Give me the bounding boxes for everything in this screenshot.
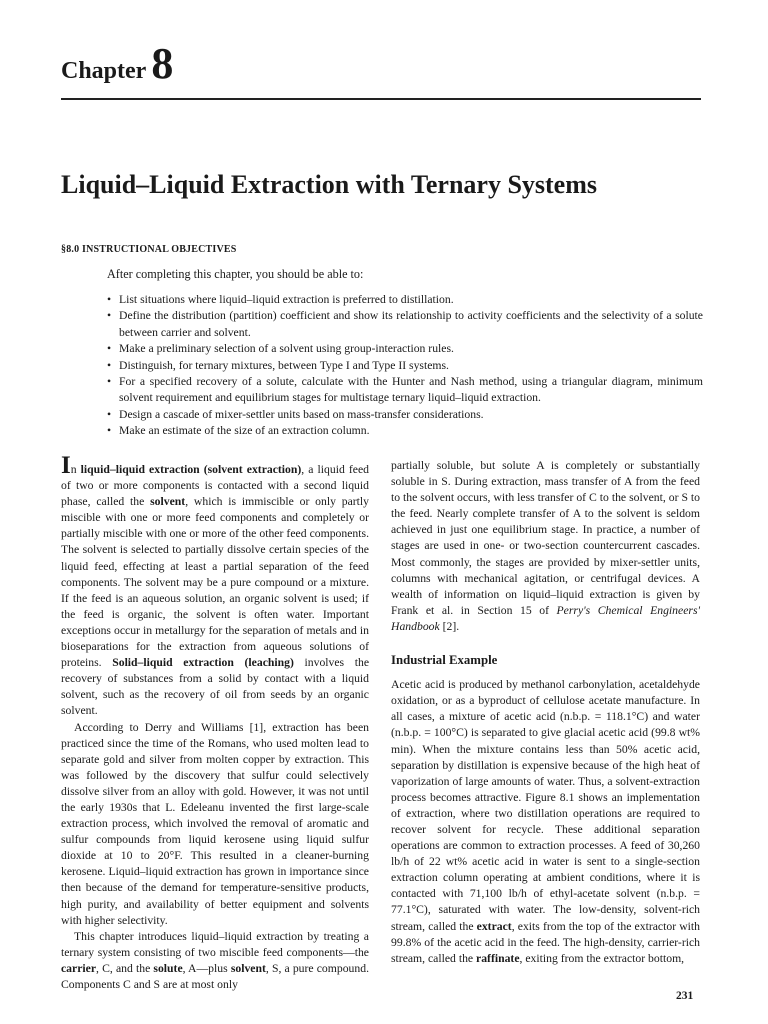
- objective-item: [107, 292, 703, 308]
- objective-item: [107, 308, 703, 341]
- chapter-heading: [61, 38, 173, 89]
- left-column: [61, 452, 370, 993]
- paragraph-continued: [391, 458, 700, 635]
- text-run: partially soluble, but solute A is completely or substantially soluble in S. During extraction, mass transfer of A from the feed to the solvent occurs, with less transfer of C to the solvent, or S to the feed. Nearly complete transfer of A to the solvent is seldom achieved in just one equilibrium stage. In practice, a number of stages are used in one- or two-section countercurrent cascades. Most commonly, the stages are provided by mixer-settler units, columns with mechanical agitation, or centrifugal devices. A wealth of information on liquid–liquid extraction is given by Frank et al. in Section 15 of: [391, 459, 700, 617]
- text-run: , exits from the top of the extractor with 99.8% of the acetic acid in the feed. The high-density, carrier-rich stream, called the: [391, 919, 700, 965]
- text-run: , A—plus: [182, 961, 231, 975]
- objective-item: [107, 341, 703, 357]
- bullet-icon: •: [107, 293, 112, 306]
- text-run: Acetic acid is produced by methanol carbonylation, acetaldehyde oxidation, or as a byproduct of cellulose acetate manufacture. In all cases, a mixture of acetic acid (n.b.p. = 118.1°C) and water (n.b.p. = 100°C) is separated to give glacial acetic acid (99.8 wt% min). When the mixture contains less than 50% acetic acid, separation by distillation is expensive because of the high heat of vaporization of large amounts of water. Thus, a solvent-extraction process becomes attractive. Figure 8.1 shows an implementation of extraction, where two distillation operations are required to recover solvent for recycle. These additional separation operations are common to extraction processes. A feed of 30,260 lb/h of 22 wt% acetic acid in water is sent to a single-section extraction column operating at ambient conditions, where it is contacted with 71,100 lb/h of ethyl-acetate solvent (n.b.p. = 77.1°C), saturated with water. The low-density, solvent-rich stream, called the: [391, 678, 700, 933]
- chapter-rule: [61, 98, 701, 100]
- objective-text: For a specified recovery of a solute, calculate with the Hunter and Nash method, using a triangular diagram, minimum solvent requirement and equilibrium stages for multistage ternary liquid–liquid extraction.: [119, 375, 703, 405]
- objective-text: Define the distribution (partition) coefficient and show its relationship to activity coefficients and the selectivity of a solute between carrier and solvent.: [119, 309, 703, 339]
- paragraph-history: According to Derry and Williams [1], extraction has been practiced since the time of the Romans, who used molten lead to separate gold and silver from molten copper by extraction. This was followed by the discovery that sulfur could selectively dissolve silver from an alloy with gold. However, it was not until the early 1930s that L. Edeleanu invented the first large-scale extraction process, which involved the removal of aromatic and sulfur compounds from liquid kerosene using liquid sulfur dioxide at 10 to 20°F. This resulted in a cleaner-burning kerosene. Liquid–liquid extraction has grown in importance since then because of the demand for temperature-sensitive products, high purity, and availability of better equipment and solvents with higher selectivity.: [61, 720, 369, 927]
- term-bold: solvent: [150, 495, 186, 509]
- objectives-intro: After completing this chapter, you should be able to:: [107, 267, 364, 281]
- bullet-icon: •: [107, 342, 112, 356]
- objective-text: Make a preliminary selection of a solvent using group-interaction rules.: [119, 342, 454, 356]
- section-heading: Industrial Example: [391, 653, 498, 668]
- text-run: , exiting from the extractor bottom,: [519, 951, 685, 965]
- bullet-icon: •: [107, 407, 112, 421]
- chapter-title: Liquid–Liquid Extraction with Ternary Systems: [61, 170, 597, 199]
- term-bold: Solid–liquid extraction (leaching): [112, 656, 294, 670]
- term-bold: carrier: [61, 961, 97, 975]
- objective-item: [107, 358, 703, 374]
- text-run: [2].: [439, 619, 460, 633]
- term-bold: extract: [476, 919, 512, 933]
- objective-text: List situations where liquid–liquid extraction is preferred to distillation.: [119, 293, 454, 306]
- term-bold: solute: [153, 961, 183, 975]
- objective-item: [107, 407, 703, 423]
- right-column: [391, 458, 700, 967]
- objective-text: Distinguish, for ternary mixtures, between Type I and Type II systems.: [119, 358, 449, 372]
- text-run: This chapter introduces liquid–liquid extraction by treating a ternary system consisting of two miscible feed components—the: [61, 929, 369, 959]
- drop-cap: I: [61, 452, 71, 479]
- text-run: , C, and the: [96, 961, 154, 975]
- text-run: , a liquid feed of two or more components is contacted with a second liquid phase, called the: [61, 463, 369, 509]
- page-number: 231: [676, 990, 694, 1002]
- chapter-number: 8: [151, 39, 174, 88]
- citation-italic: Perry's Chemical Engineers' Handbook: [391, 603, 700, 633]
- term-bold: raffinate: [476, 951, 520, 965]
- bullet-icon: •: [107, 424, 112, 438]
- text-run: , which is immiscible or only partly miscible with one or more feed components and completely or partially miscible with one or more of the other feed components. The solvent is selected to partially dissolve certain species of the liquid feed, effecting at least a partial separation of the feed components. The solvent may be a pure compound or a mixture. If the feed is an aqueous solution, an organic solvent is used; if the feed is organic, the solvent is often water. Important exceptions occur in metallurgy for the separation of metals and in bioseparations for the extraction from aqueous solutions of proteins.: [61, 495, 369, 670]
- objective-text: Make an estimate of the size of an extraction column.: [119, 424, 370, 438]
- chapter-label: Chapter: [61, 58, 147, 84]
- term-bold: solvent: [230, 961, 266, 975]
- text-run: , S, a pure compound. Components C and S are at most only: [61, 961, 370, 991]
- objective-text: Design a cascade of mixer-settler units based on mass-transfer considerations.: [119, 407, 484, 421]
- term-bold: liquid–liquid extraction (solvent extraction): [80, 463, 302, 476]
- text-run: involves the recovery of substances from a solid by contact with a liquid solvent, such as the recovery of oil from seeds by an organic solvent.: [61, 656, 370, 718]
- bullet-icon: •: [107, 309, 112, 323]
- paragraph-industrial-example: [391, 677, 700, 967]
- bullet-icon: •: [107, 358, 112, 372]
- objectives-list: [107, 292, 703, 440]
- paragraph-intro: [61, 452, 370, 720]
- objectives-heading: §8.0 INSTRUCTIONAL OBJECTIVES: [61, 244, 237, 255]
- objective-item: [107, 423, 703, 439]
- bullet-icon: •: [107, 375, 112, 389]
- paragraph-chapter-scope: [61, 929, 369, 993]
- objective-item: [107, 374, 703, 407]
- text-run: n: [70, 463, 81, 476]
